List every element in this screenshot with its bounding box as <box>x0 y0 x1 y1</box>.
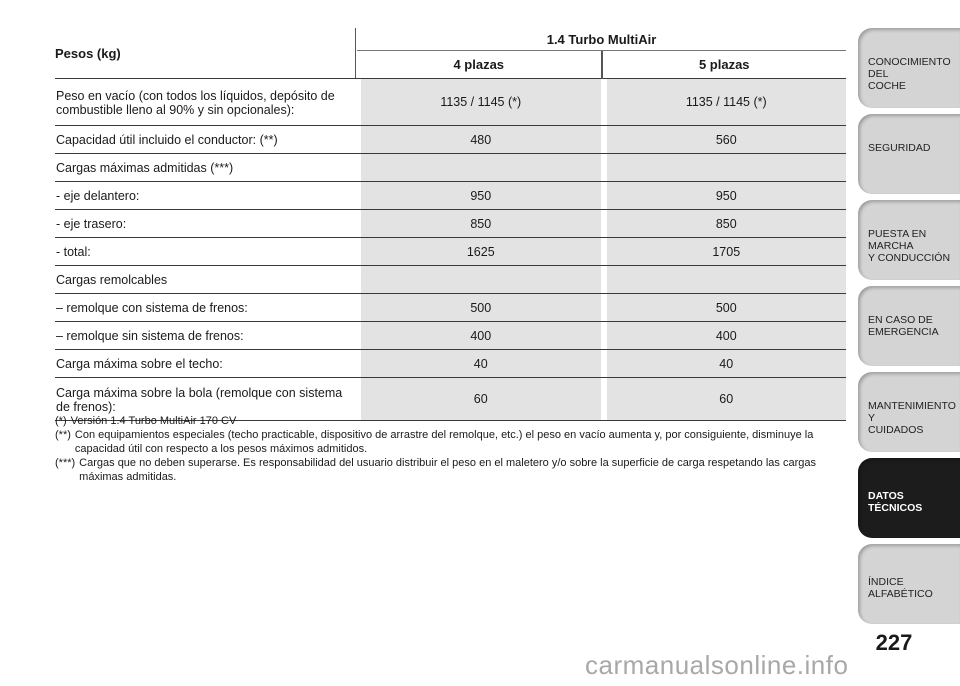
row-label: Peso en vacío (con todos los líquidos, depósito de combustible lleno al 90% y sin opcionales): <box>56 88 335 117</box>
cell-5-seats: 1705 <box>607 238 847 265</box>
table-row <box>55 237 846 265</box>
cell-5-seats: 950 <box>607 182 847 209</box>
row-label: - eje trasero: <box>56 217 127 231</box>
corner-label: Pesos (kg) <box>55 46 121 61</box>
column-header-5-seats: 5 plazas <box>601 51 847 79</box>
footnote <box>55 456 847 484</box>
table-row <box>55 265 846 293</box>
row-label: Cargas remolcables <box>56 273 168 287</box>
cell-4-seats <box>361 154 601 181</box>
column-header-4-seats: 4 plazas <box>453 57 505 72</box>
footnote-text: Versión 1.4 Turbo MultiAir 170 CV <box>70 415 237 427</box>
footnote-mark: (*) <box>55 415 67 427</box>
cell-5-seats: 850 <box>607 210 847 237</box>
row-label: Carga máxima sobre el techo: <box>56 357 223 371</box>
tab-puesta-en-marcha[interactable] <box>858 200 960 280</box>
table-row <box>55 181 846 209</box>
tab-label: MANTENIMIENTO Y <box>868 400 956 424</box>
engine-header: 1.4 Turbo MultiAir <box>546 32 657 47</box>
tab-seguridad[interactable] <box>858 114 960 194</box>
footnote <box>55 414 847 428</box>
row-label: Capacidad útil incluido el conductor: (**) <box>56 133 278 147</box>
cell-5-seats: 400 <box>607 322 847 349</box>
table-header-top <box>55 28 846 61</box>
row-label: – remolque sin sistema de frenos: <box>56 329 244 343</box>
footnote <box>55 428 847 456</box>
footnote-mark: (**) <box>55 429 71 441</box>
tab-label: ÍNDICE ALFABÉTICO <box>868 576 933 600</box>
tab-conocimiento-del-coche[interactable] <box>858 28 960 108</box>
cell-4-seats: 400 <box>361 322 601 349</box>
table-row <box>55 321 846 349</box>
cell-4-seats: 40 <box>361 350 601 377</box>
tab-label: SEGURIDAD <box>868 142 931 154</box>
table-row <box>55 349 846 377</box>
cell-4-seats: 60 <box>361 378 601 420</box>
table-row <box>55 125 846 153</box>
tab-label: CONOCIMIENTO DEL <box>868 56 951 80</box>
cell-4-seats: 480 <box>361 126 601 153</box>
cell-4-seats: 850 <box>361 210 601 237</box>
row-label: – remolque con sistema de frenos: <box>56 301 248 315</box>
footnotes <box>55 414 847 484</box>
table-header-columns <box>55 50 846 78</box>
cell-4-seats <box>361 266 601 293</box>
cell-5-seats: 560 <box>607 126 847 153</box>
row-label: Cargas máximas admitidas (***) <box>56 161 234 175</box>
footnote-mark: (***) <box>55 457 76 469</box>
tab-indice-alfabetico[interactable] <box>858 544 960 624</box>
row-label: - eje delantero: <box>56 189 140 203</box>
table-row <box>55 209 846 237</box>
watermark: carmanualsonline.info <box>585 650 849 680</box>
tab-label: CUIDADOS <box>868 424 924 436</box>
cell-5-seats <box>607 266 847 293</box>
tab-label: PUESTA EN MARCHA <box>868 228 927 252</box>
cell-5-seats: 60 <box>607 378 847 420</box>
row-label: Carga máxima sobre la bola (remolque con sistema de frenos): <box>56 385 343 414</box>
weights-table <box>55 28 846 421</box>
tab-label: EMERGENCIA <box>868 326 939 338</box>
cell-5-seats <box>607 154 847 181</box>
row-label: - total: <box>56 245 91 259</box>
tab-en-caso-de-emergencia[interactable] <box>858 286 960 366</box>
tab-label: COCHE <box>868 80 906 92</box>
cell-5-seats: 1135 / 1145 (*) <box>607 79 847 125</box>
page-number: 227 <box>875 630 913 655</box>
tab-label: EN CASO DE <box>868 314 933 326</box>
cell-5-seats: 40 <box>607 350 847 377</box>
table-row <box>55 293 846 321</box>
footnote-text: Con equipamientos especiales (techo practicable, dispositivo de arrastre del remolque, etc.) el peso en vacío aumenta y, por consiguiente, disminuye la capacidad útil con respecto a los pesos máximos admitidos. <box>74 429 814 455</box>
cell-4-seats: 500 <box>361 294 601 321</box>
cell-4-seats: 950 <box>361 182 601 209</box>
chapter-tabs <box>858 28 960 630</box>
table-row <box>55 78 846 125</box>
tab-datos-tecnicos[interactable] <box>858 458 960 538</box>
tab-label: DATOS TÉCNICOS <box>868 490 923 514</box>
footnote-text: Cargas que no deben superarse. Es responsabilidad del usuario distribuir el peso en el maletero y/o sobre la superficie de carga respetando las cargas máximas admitidas. <box>79 457 816 483</box>
tab-label: Y CONDUCCIÓN <box>868 252 951 264</box>
cell-5-seats: 500 <box>607 294 847 321</box>
table-row <box>55 153 846 181</box>
cell-4-seats: 1135 / 1145 (*) <box>361 79 601 125</box>
cell-4-seats: 1625 <box>361 238 601 265</box>
tab-mantenimiento[interactable] <box>858 372 960 452</box>
